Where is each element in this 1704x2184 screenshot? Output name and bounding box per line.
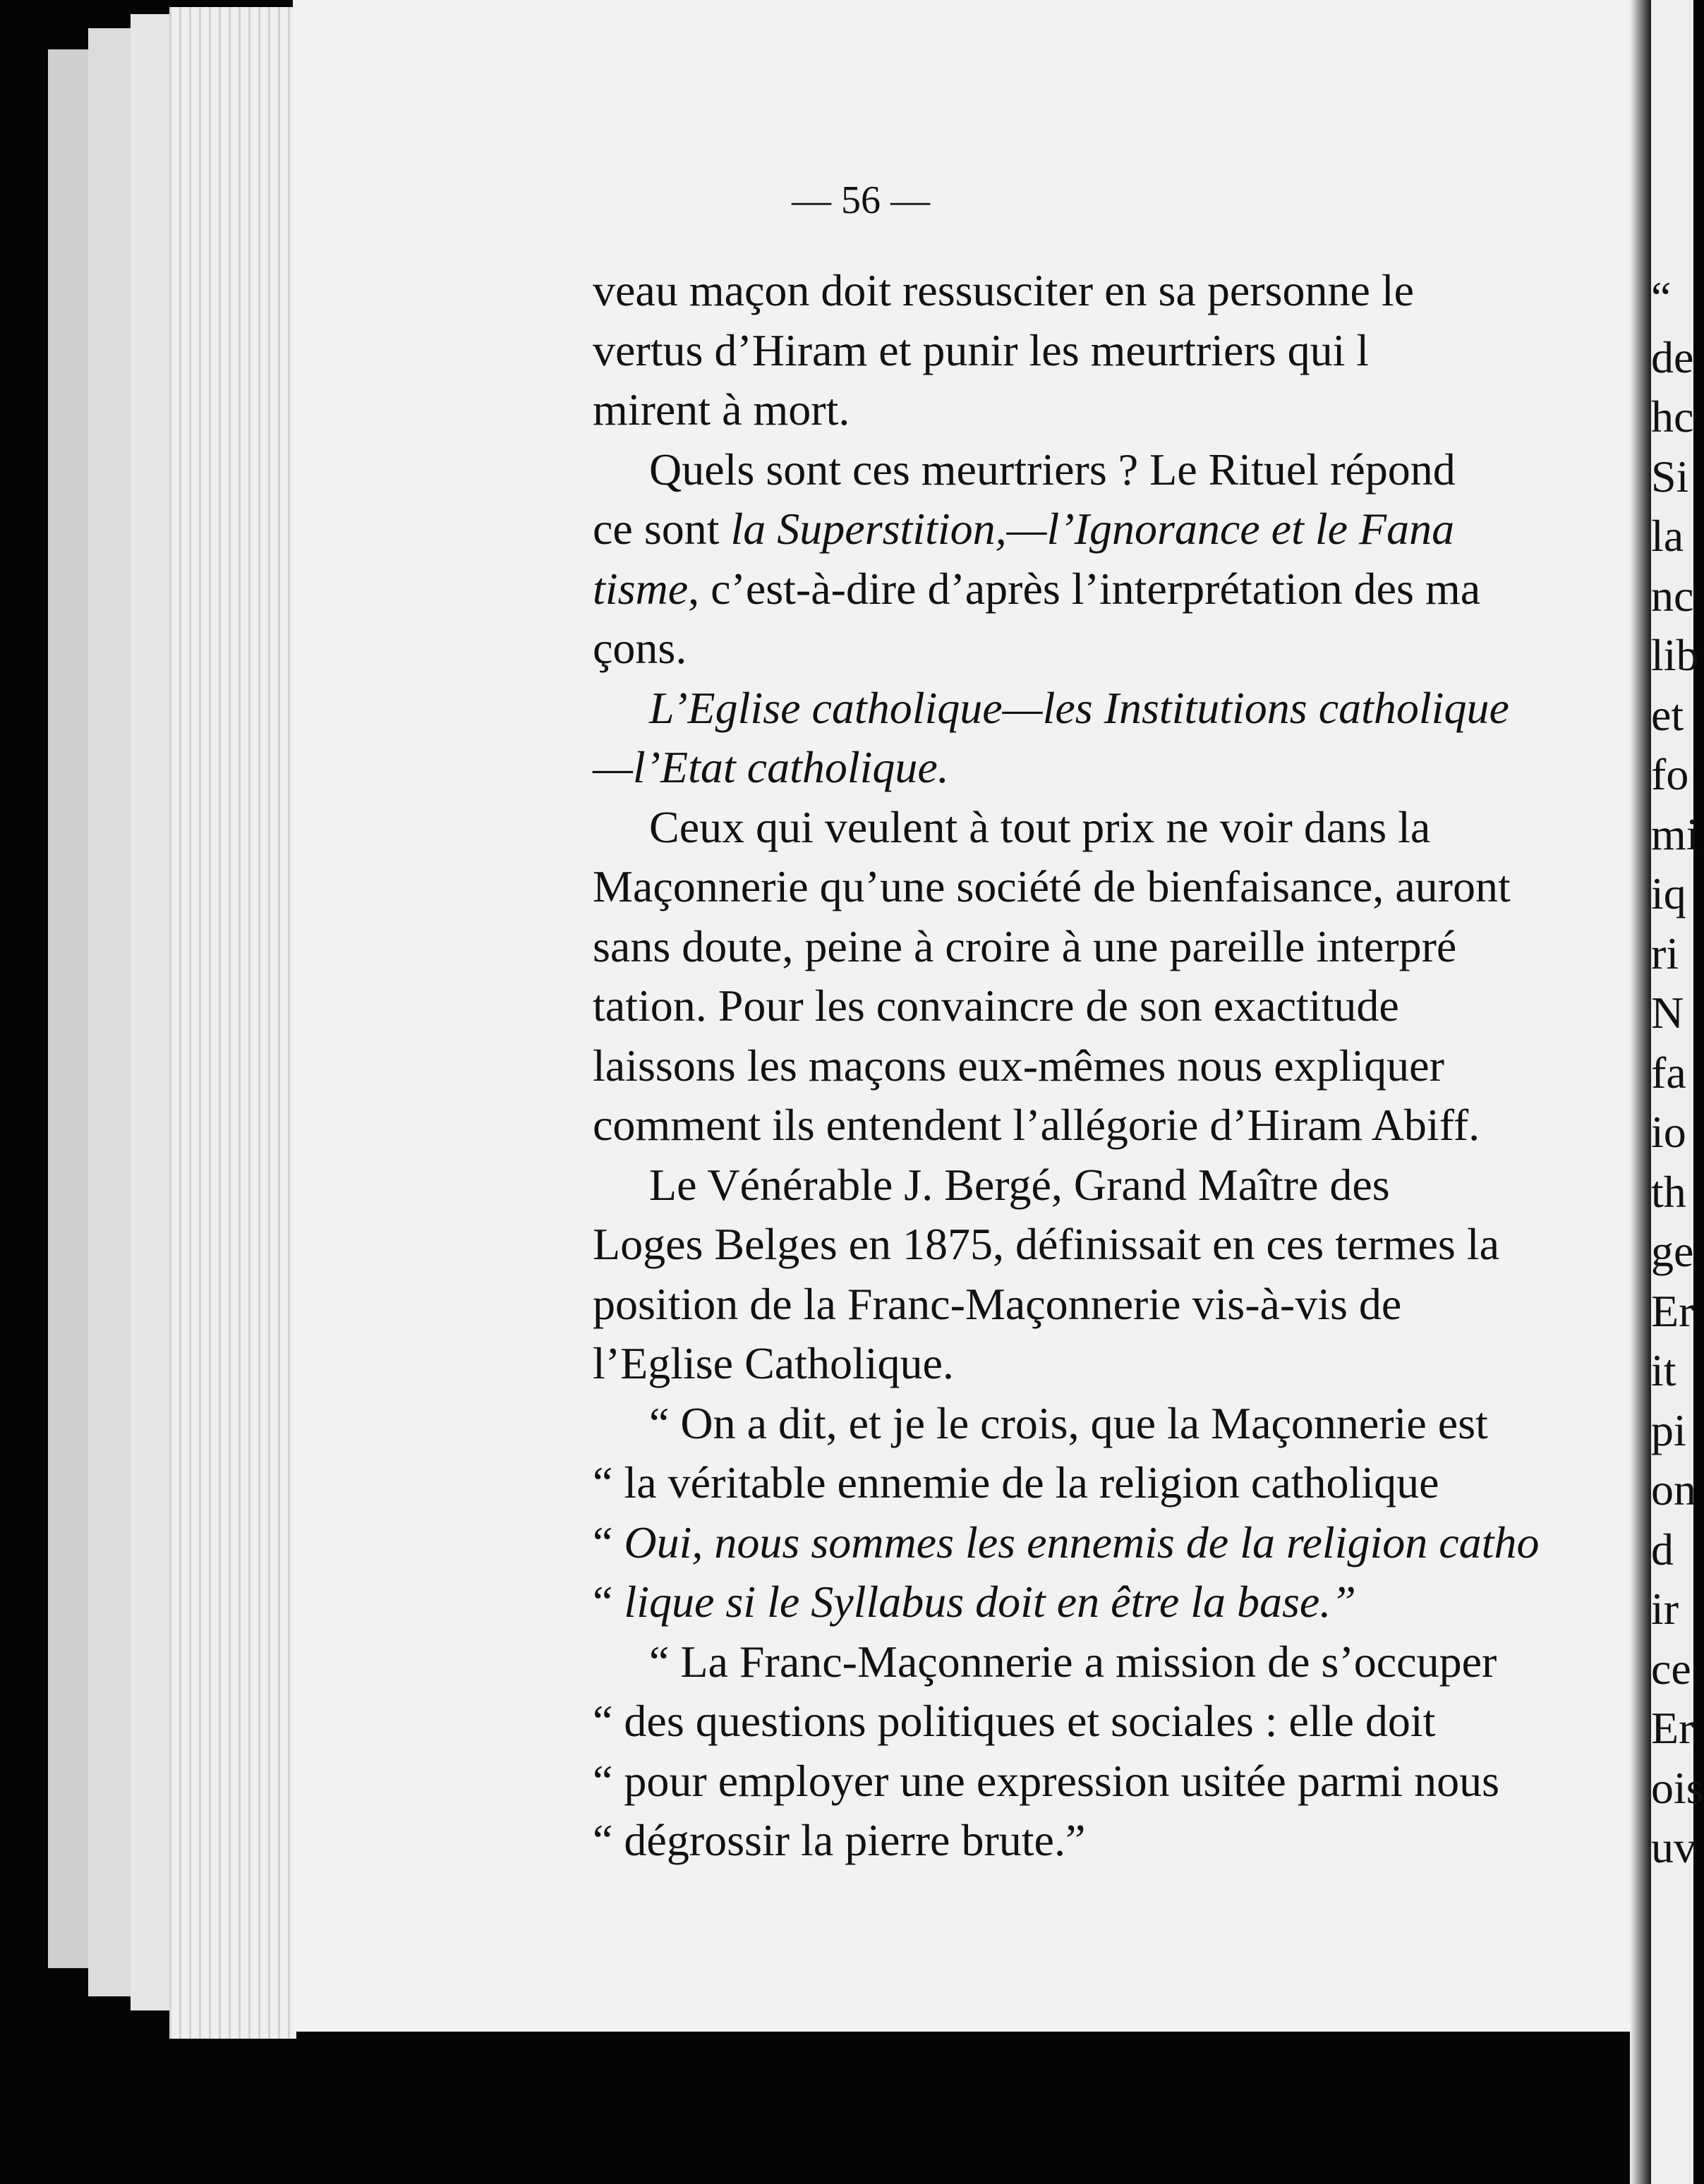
text-line: Loges Belges en 1875, définissait en ces termes la bbox=[593, 1219, 1499, 1269]
text-line: “ la véritable ennemie de la religion catholique bbox=[593, 1457, 1439, 1507]
text-line: position de la Franc-Maçonnerie vis-à-vis de bbox=[593, 1278, 1402, 1329]
text-line: “ lique si le Syllabus doit en être la base.” bbox=[593, 1577, 1356, 1627]
text-line: l’Eglise Catholique. bbox=[593, 1338, 954, 1388]
facing-fragment: mi bbox=[1651, 808, 1699, 859]
facing-fragment: Si bbox=[1651, 451, 1689, 502]
facing-fragment: “ bbox=[1651, 272, 1672, 322]
facing-fragment: on bbox=[1651, 1464, 1696, 1515]
text-line: —l’Etat catholique. bbox=[593, 742, 949, 792]
facing-fragment: fo bbox=[1651, 749, 1689, 799]
facing-page-text bbox=[1651, 268, 1704, 1878]
text-line: Quels sont ces meurtriers ? Le Rituel répond bbox=[649, 444, 1456, 495]
facing-fragment: ir bbox=[1651, 1584, 1679, 1634]
facing-fragment: Er bbox=[1651, 1703, 1694, 1753]
stacked-page-edges bbox=[169, 7, 296, 2039]
facing-page-sliver bbox=[1651, 0, 1704, 2184]
text-line: L’Eglise catholique—les Institutions catholique bbox=[649, 682, 1509, 733]
text-line: “ La Franc-Maçonnerie a mission de s’occuper bbox=[649, 1636, 1497, 1687]
facing-fragment: it bbox=[1651, 1345, 1676, 1395]
facing-fragment: d bbox=[1651, 1524, 1674, 1575]
page-edge bbox=[88, 28, 131, 1996]
text-line: Maçonnerie qu’une société de bienfaisance, auront bbox=[593, 861, 1511, 911]
facing-fragment: hc bbox=[1651, 392, 1694, 442]
text-line: tation. Pour les convaincre de son exactitude bbox=[593, 981, 1399, 1031]
text-line: çons. bbox=[593, 623, 687, 673]
facing-fragment: ge bbox=[1651, 1226, 1694, 1276]
facing-fragment: fa bbox=[1651, 1047, 1686, 1098]
facing-fragment: la bbox=[1651, 511, 1684, 561]
text-line: mirent à mort. bbox=[593, 384, 850, 435]
text-line: Le Vénérable J. Bergé, Grand Maître des bbox=[649, 1159, 1390, 1210]
text-line: tisme, c’est-à-dire d’après l’interprétation des ma bbox=[593, 563, 1481, 614]
text-line: vertus d’Hiram et punir les meurtriers qui l bbox=[593, 324, 1370, 375]
text-line: ce sont la Superstition,—l’Ignorance et le Fana bbox=[593, 504, 1455, 554]
facing-fragment: Er bbox=[1651, 1285, 1694, 1336]
text-line: veau maçon doit ressusciter en sa personne le bbox=[593, 265, 1415, 315]
text-line: “ Oui, nous sommes les ennemis de la religion catho bbox=[593, 1517, 1540, 1567]
text-line: comment ils entendent l’allégorie d’Hiram Abiff. bbox=[593, 1100, 1480, 1150]
facing-fragment: lib bbox=[1651, 630, 1699, 680]
page-edge bbox=[48, 49, 90, 1968]
facing-fragment: io bbox=[1651, 1107, 1686, 1157]
facing-fragment: th bbox=[1651, 1166, 1686, 1217]
facing-fragment: ri bbox=[1651, 928, 1679, 978]
text-line: laissons les maçons eux-mêmes nous expliquer bbox=[593, 1040, 1444, 1091]
facing-fragment: de bbox=[1651, 332, 1694, 382]
text-line: “ dégrossir la pierre brute.” bbox=[593, 1815, 1086, 1865]
facing-fragment: ce bbox=[1651, 1643, 1691, 1694]
facing-fragment: N bbox=[1651, 988, 1684, 1038]
text-line: “ pour employer une expression usitée parmi nous bbox=[593, 1755, 1499, 1806]
text-line: “ des questions politiques et sociales : elle doit bbox=[593, 1696, 1436, 1746]
text-line: “ On a dit, et je le crois, que la Maçonnerie est bbox=[649, 1397, 1488, 1448]
facing-fragment: ois bbox=[1651, 1762, 1704, 1813]
facing-fragment: pi bbox=[1651, 1405, 1686, 1455]
page-body-text bbox=[593, 261, 1651, 1871]
page-edge bbox=[131, 14, 173, 2010]
text-line: sans doute, peine à croire à une pareille interpré bbox=[593, 921, 1457, 971]
text-line: Ceux qui veulent à tout prix ne voir dans la bbox=[649, 801, 1431, 852]
facing-fragment: iq bbox=[1651, 868, 1686, 918]
facing-fragment: nc bbox=[1651, 570, 1694, 621]
page-number: — 56 — bbox=[792, 178, 930, 222]
facing-fragment: uv bbox=[1651, 1822, 1696, 1872]
facing-fragment: et bbox=[1651, 689, 1684, 740]
